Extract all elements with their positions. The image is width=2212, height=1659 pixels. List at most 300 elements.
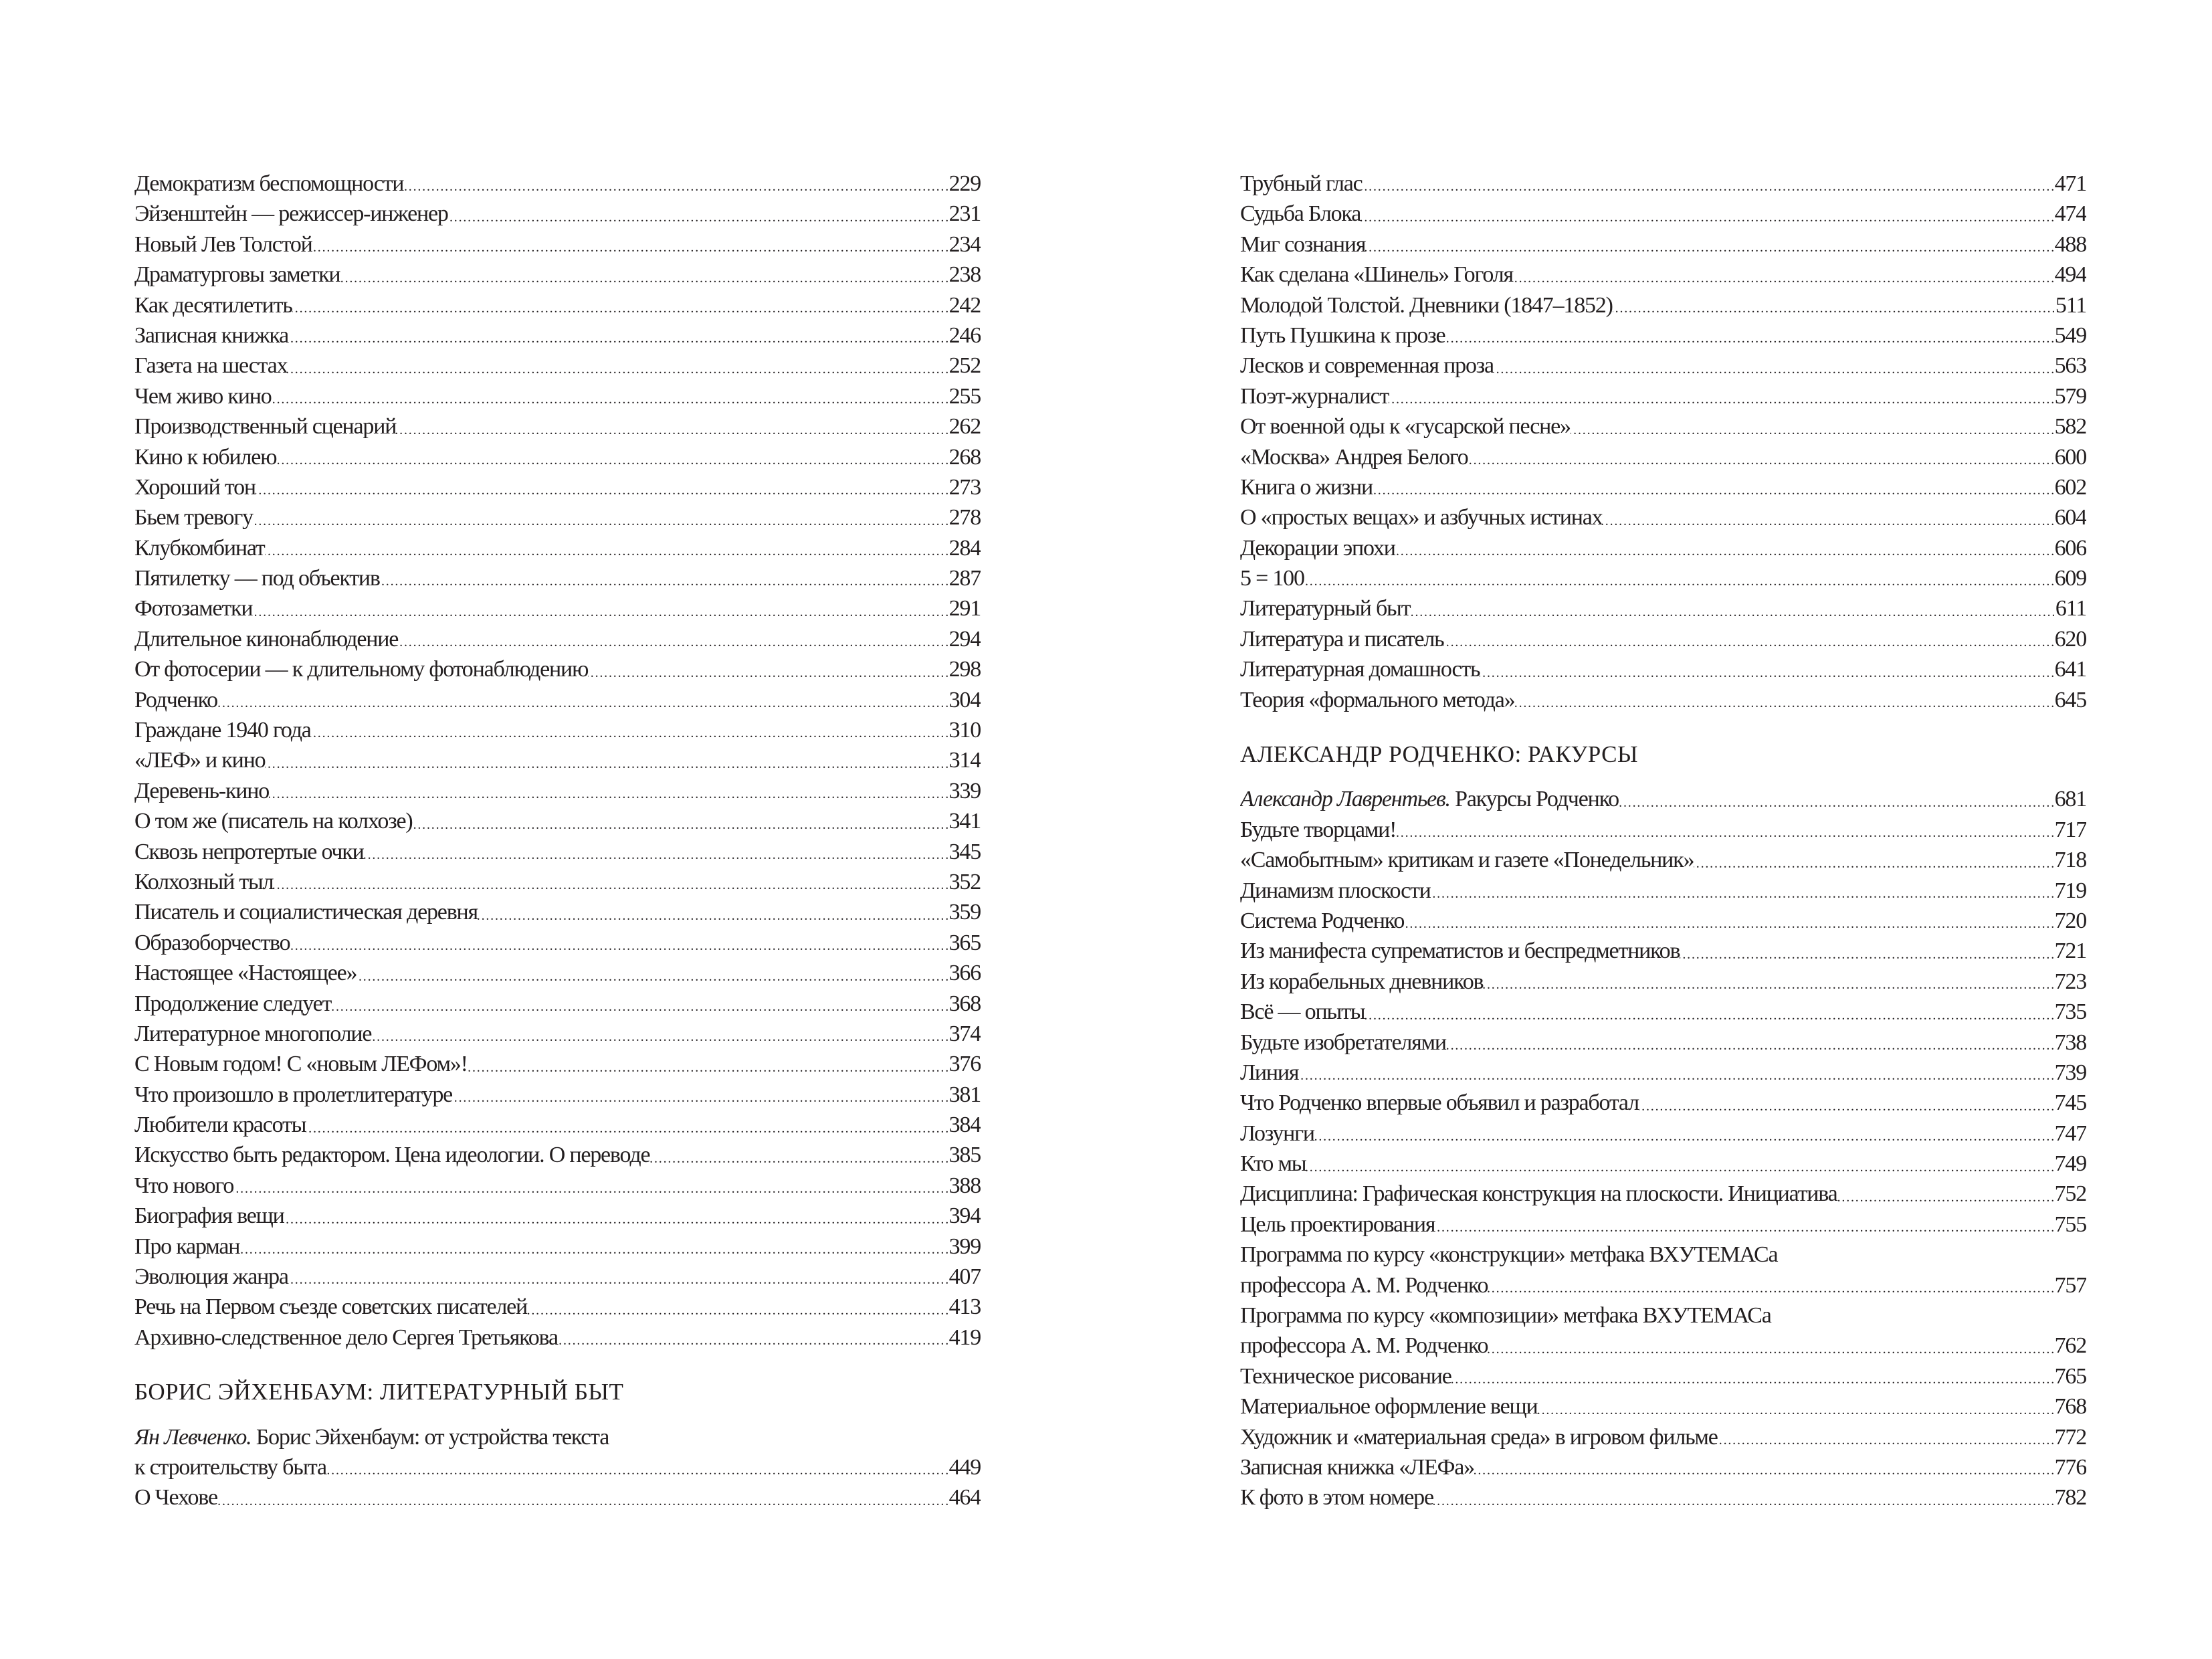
toc-entry[interactable]	[1240, 967, 2086, 997]
toc-entry[interactable]	[134, 867, 981, 897]
dot-leader	[1389, 381, 2053, 411]
toc-entry[interactable]	[1240, 533, 2086, 563]
toc-entry[interactable]	[1240, 563, 2086, 593]
toc-entry-page: 474	[2054, 201, 2086, 227]
dot-leader	[398, 624, 947, 654]
toc-entry-title: 5 = 100	[1240, 566, 1304, 591]
toc-entry[interactable]	[134, 563, 981, 593]
dot-leader	[1480, 654, 2053, 684]
toc-entry[interactable]	[134, 1323, 981, 1353]
toc-entry[interactable]	[1240, 169, 2086, 199]
dot-leader	[265, 745, 947, 775]
toc-entry-page: 314	[948, 748, 981, 773]
toc-entry-title: Литературный быт	[1240, 596, 1411, 621]
toc-entry-page: 609	[2054, 566, 2086, 591]
dot-leader	[1373, 472, 2053, 502]
dot-leader	[233, 1171, 947, 1201]
toc-entry-title: Клубкомбинат	[134, 535, 265, 561]
toc-entry-title: Дисциплина: Графическая конструкция на плоскости. Инициатива	[1240, 1181, 1837, 1207]
dot-leader	[252, 593, 947, 623]
toc-entry-title: Художник и «материальная среда» в игровом фильме	[1240, 1424, 1718, 1450]
dot-leader	[478, 897, 948, 927]
section-heading-eikhenbaum: БОРИС ЭЙХЕНБАУМ: ЛИТЕРАТУРНЫЙ БЫТ	[134, 1379, 624, 1405]
toc-entry-page: 287	[948, 566, 981, 591]
toc-entry-title: Литературное многополие	[134, 1021, 372, 1046]
toc-entry-page: 755	[2054, 1211, 2086, 1237]
toc-entry[interactable]	[1240, 260, 2086, 290]
toc-entry[interactable]	[134, 472, 981, 502]
dot-leader	[1483, 967, 2053, 997]
toc-entry[interactable]	[134, 928, 981, 958]
dot-leader	[403, 169, 947, 199]
dot-leader	[380, 563, 948, 593]
toc-entry-page: 563	[2054, 353, 2086, 379]
toc-entry-page: 600	[2054, 444, 2086, 470]
dot-leader	[1363, 169, 2053, 199]
dot-leader	[1314, 1118, 2053, 1149]
toc-entry-page: 394	[948, 1203, 981, 1229]
toc-entry[interactable]	[134, 1262, 981, 1292]
dot-leader	[1639, 1088, 2053, 1118]
toc-entry[interactable]	[1240, 906, 2086, 936]
toc-entry-page: 291	[948, 596, 981, 621]
dot-leader	[1718, 1422, 2053, 1452]
toc-entry[interactable]	[134, 533, 981, 563]
toc-entry-page: 749	[2054, 1151, 2086, 1177]
toc-entry-title: К фото в этом номере	[1240, 1485, 1433, 1510]
toc-entry-page: 273	[948, 474, 981, 500]
toc-entry-page: 385	[948, 1143, 981, 1168]
toc-entry-title: Будьте изобретателями	[1240, 1030, 1446, 1055]
toc-entry-title: Программа по курсу «конструкции» метфака ВХУТЕМАСа	[1240, 1242, 1778, 1268]
toc-entry-title: Эволюция жанра	[134, 1264, 288, 1290]
dot-leader	[326, 1452, 948, 1482]
toc-entry[interactable]	[134, 806, 981, 836]
dot-leader	[588, 654, 947, 684]
toc-entry[interactable]	[134, 1292, 981, 1322]
toc-entry-title: Цель проектирования	[1240, 1211, 1435, 1237]
toc-entry-title: О «простых вещах» и азбучных истинах	[1240, 505, 1603, 530]
toc-entry-page: 738	[2054, 1030, 2086, 1055]
toc-entry-title: «Самобытным» критикам и газете «Понедельник»	[1240, 848, 1694, 873]
toc-entry-title: Архивно-следственное дело Сергея Третьякова	[134, 1325, 558, 1350]
dot-leader	[306, 1110, 947, 1140]
intro-title-line1: Борис Эйхенбаум: от устройства текста	[251, 1424, 609, 1450]
right-toc-column	[1240, 169, 2086, 1513]
toc-entry[interactable]	[1240, 1149, 2086, 1179]
rodchenko-toc-list	[1240, 815, 2086, 1240]
section-heading-rodchenko: АЛЕКСАНДР РОДЧЕНКО: РАКУРСЫ	[1240, 741, 1638, 768]
toc-entry-title: Литературная домашность	[1240, 657, 1480, 682]
toc-entry-title: Что нового	[134, 1173, 234, 1198]
toc-entry[interactable]	[134, 442, 981, 472]
toc-entry-page: 298	[948, 657, 981, 682]
toc-entry[interactable]	[1240, 442, 2086, 472]
toc-entry-page: 407	[948, 1264, 981, 1290]
toc-entry-title: Продолжение следует	[134, 991, 332, 1016]
toc-entry-title: Трубный глас	[1240, 171, 1363, 196]
toc-entry-page: 368	[948, 991, 981, 1016]
toc-entry[interactable]	[1240, 290, 2086, 320]
toc-entry[interactable]	[1240, 654, 2086, 684]
toc-entry[interactable]	[1240, 1331, 2086, 1361]
toc-entry-title: Путь Пушкина к прозе	[1240, 322, 1445, 348]
rodchenko-toc-list-tail	[1240, 1361, 2086, 1513]
toc-entry[interactable]	[134, 229, 981, 260]
toc-entry-title: Газета на шестах	[134, 353, 288, 379]
toc-entry-title: Родченко	[134, 687, 217, 712]
toc-entry[interactable]	[134, 1201, 981, 1231]
toc-entry[interactable]	[1240, 1088, 2086, 1118]
toc-entry-line1[interactable]	[1240, 1300, 2086, 1331]
toc-entry-title: Записная книжка «ЛЕФа»	[1240, 1455, 1474, 1480]
dot-leader	[448, 199, 948, 229]
toc-entry-page: 345	[948, 839, 981, 864]
toc-entry[interactable]	[134, 897, 981, 927]
dot-leader	[311, 715, 948, 745]
toc-entry[interactable]	[1240, 1058, 2086, 1088]
toc-entry-page: 717	[2054, 817, 2086, 842]
toc-entry[interactable]	[1240, 502, 2086, 532]
toc-entry-title: Фотозаметки	[134, 596, 253, 621]
dot-leader	[1488, 1270, 2053, 1300]
dot-leader	[468, 1049, 948, 1079]
toc-entry-page: 268	[948, 444, 981, 470]
toc-entry-title: Лесков и современная проза	[1240, 353, 1494, 379]
toc-entry-page: 721	[2054, 939, 2086, 964]
toc-entry[interactable]	[1240, 593, 2086, 623]
toc-entry-title: Миг сознания	[1240, 231, 1366, 257]
toc-entry[interactable]	[134, 260, 981, 290]
toc-entry-title: Литература и писатель	[1240, 626, 1444, 652]
toc-entry-title: Всё — опыты	[1240, 999, 1365, 1025]
toc-entry[interactable]	[134, 715, 981, 745]
toc-entry-page: 246	[948, 322, 981, 348]
toc-entry-title: Записная книжка	[134, 322, 289, 348]
toc-entry-title: Материальное оформление вещи	[1240, 1394, 1538, 1420]
toc-entry-page: 768	[2054, 1394, 2086, 1420]
dot-leader	[1404, 906, 2053, 936]
toc-entry-page: 384	[948, 1112, 981, 1138]
toc-entry[interactable]	[134, 837, 981, 867]
toc-entry-page: 365	[948, 930, 981, 955]
toc-entry-page: 718	[2054, 848, 2086, 873]
dot-leader	[1435, 1209, 2053, 1240]
toc-entry[interactable]	[134, 411, 981, 442]
toc-entry-page: 641	[2054, 657, 2086, 682]
toc-entry-title: Из манифеста супрематистов и беспредметников	[1240, 939, 1680, 964]
toc-entry[interactable]	[134, 1171, 981, 1201]
toc-entry-page: 620	[2054, 626, 2086, 652]
toc-entry-page: 366	[948, 961, 981, 986]
toc-entry-title: Программа по курсу «композиции» метфака ВХУТЕМАСа	[1240, 1303, 1771, 1329]
dot-leader	[558, 1323, 948, 1353]
dot-leader	[1488, 1331, 2053, 1361]
toc-entry[interactable]	[1240, 1361, 2086, 1391]
toc-entry[interactable]	[1240, 1209, 2086, 1240]
dot-leader	[331, 989, 947, 1019]
dot-leader	[1619, 784, 2053, 814]
toc-entry[interactable]	[1240, 1179, 2086, 1209]
toc-entry[interactable]	[134, 502, 981, 532]
toc-entry-page: 606	[2054, 535, 2086, 561]
toc-entry-title: Что произошло в пролетлитературе	[134, 1082, 453, 1107]
toc-entry-page: 449	[948, 1455, 981, 1480]
toc-entry[interactable]	[1240, 1422, 2086, 1452]
toc-entry-title: Эйзенштейн — режиссер-инженер	[134, 201, 448, 227]
toc-entry-title: Биография вещи	[134, 1203, 284, 1229]
toc-entry-page: 252	[948, 353, 981, 379]
dot-leader	[217, 685, 948, 715]
toc-entry[interactable]	[1240, 381, 2086, 411]
toc-entry-title: Чем живо кино	[134, 383, 272, 409]
dot-leader	[1304, 563, 2053, 593]
toc-entry-title: «ЛЕФ» и кино	[134, 748, 266, 773]
toc-entry-page: 747	[2054, 1120, 2086, 1146]
eikhenbaum-toc-list	[134, 1482, 981, 1512]
toc-entry[interactable]	[134, 745, 981, 775]
toc-entry-page: 602	[2054, 474, 2086, 500]
dot-leader	[1571, 411, 2053, 442]
toc-entry-page: 376	[948, 1052, 981, 1077]
dot-leader	[1680, 936, 2053, 966]
dot-leader	[364, 837, 948, 867]
toc-entry[interactable]	[1240, 320, 2086, 351]
toc-entry[interactable]	[134, 776, 981, 806]
toc-entry-page: 399	[948, 1234, 981, 1259]
toc-entry-page: 304	[948, 687, 981, 712]
toc-entry[interactable]	[1240, 199, 2086, 229]
dot-leader	[269, 776, 948, 806]
toc-entry-title: Как десятилетить	[134, 292, 292, 318]
toc-entry-title: Искусство быть редактором. Цена идеологии. О переводе	[134, 1143, 650, 1168]
dot-leader	[1431, 876, 2053, 906]
toc-entry-title: Динамизм плоскости	[1240, 878, 1431, 903]
toc-entry[interactable]	[134, 654, 981, 684]
toc-entry-title: Молодой Толстой. Дневники (1847–1852)	[1240, 292, 1613, 318]
toc-entry-title: О том же (писатель на колхозе)	[134, 809, 413, 834]
dot-leader	[1468, 442, 2053, 472]
dot-leader	[1513, 260, 2053, 290]
toc-entry-page: 419	[948, 1325, 981, 1350]
dot-leader	[265, 533, 948, 563]
dot-leader	[1602, 502, 2053, 532]
toc-entry-page: 278	[948, 505, 981, 530]
dot-leader	[217, 1482, 948, 1512]
left-toc-column	[134, 169, 981, 1513]
toc-entry[interactable]	[1240, 351, 2086, 381]
toc-entry[interactable]	[134, 320, 981, 351]
toc-entry[interactable]	[134, 1141, 981, 1171]
toc-entry-page: 238	[948, 262, 981, 288]
toc-entry-page: 604	[2054, 505, 2086, 530]
toc-entry[interactable]	[1240, 1391, 2086, 1422]
dot-leader	[253, 502, 948, 532]
toc-entry-title: Новый Лев Толстой	[134, 231, 312, 257]
dot-leader	[1395, 533, 2053, 563]
toc-entry-title: «Москва» Андрея Белого	[1240, 444, 1468, 470]
toc-entry[interactable]	[1240, 472, 2086, 502]
dot-leader	[1451, 1361, 2053, 1391]
dot-leader	[288, 1262, 948, 1292]
toc-entry-page: 413	[948, 1294, 981, 1320]
dot-leader	[276, 442, 947, 472]
toc-entry-page: 341	[948, 809, 981, 834]
toc-entry-title: Деревень-кино	[134, 778, 270, 803]
toc-entry-title: Производственный сценарий	[134, 414, 397, 440]
dot-leader	[1514, 685, 2053, 715]
toc-entry-page: 735	[2054, 999, 2086, 1025]
toc-entry-page: 549	[2054, 322, 2086, 348]
toc-entry-title: От военной оды к «гусарской песне»	[1240, 414, 1571, 440]
toc-entry-title: Сквозь непротертые очки	[134, 839, 364, 864]
toc-entry[interactable]	[1240, 876, 2086, 906]
dot-leader	[1474, 1452, 2053, 1482]
toc-entry-title: Хороший тон	[134, 474, 256, 500]
toc-entry-title: Граждане 1940 года	[134, 718, 311, 743]
toc-entry-title: Техническое рисование	[1240, 1363, 1451, 1389]
toc-entry-title: Поэт-журналист	[1240, 383, 1389, 409]
toc-entry-title: Теория «формального метода»	[1240, 687, 1515, 712]
toc-entry[interactable]	[134, 1049, 981, 1079]
toc-entry-title: Ракурсы Родченко	[1449, 787, 1619, 812]
toc-entry-page: 359	[948, 900, 981, 925]
toc-entry[interactable]	[134, 351, 981, 381]
toc-entry-page: 284	[948, 535, 981, 561]
toc-entry-page: 765	[2054, 1363, 2086, 1389]
toc-entry[interactable]	[1240, 1482, 2086, 1512]
toc-entry-page: 234	[948, 231, 981, 257]
toc-entry-title: Про карман	[134, 1234, 240, 1259]
toc-entry[interactable]	[1240, 1270, 2086, 1300]
toc-entry[interactable]	[134, 1110, 981, 1140]
toc-entry-page: 582	[2054, 414, 2086, 440]
toc-entry-title: Колхозный тыл	[134, 869, 274, 894]
toc-entry[interactable]	[1240, 784, 2086, 814]
toc-entry-page: 776	[2054, 1455, 2086, 1480]
toc-entry[interactable]	[1240, 997, 2086, 1027]
toc-entry-page: 782	[2054, 1485, 2086, 1510]
toc-entry[interactable]	[1240, 1118, 2086, 1149]
dot-leader	[1396, 815, 2053, 845]
toc-entry-title: Речь на Первом съезде советских писателей	[134, 1294, 528, 1320]
toc-entry-page: 494	[2054, 262, 2086, 288]
dot-leader	[1445, 320, 2053, 351]
toc-entry-page: 611	[2055, 596, 2086, 621]
right-toc-list	[1240, 169, 2086, 715]
toc-entry[interactable]	[134, 381, 981, 411]
dot-leader	[357, 958, 947, 988]
dot-leader	[452, 1080, 948, 1110]
dot-leader	[284, 1201, 948, 1231]
toc-entry-title: Кино к юбилею	[134, 444, 277, 470]
toc-entry[interactable]	[134, 199, 981, 229]
toc-entry-page: 739	[2054, 1060, 2086, 1085]
toc-entry[interactable]	[134, 685, 981, 715]
toc-entry-title: Настоящее «Настоящее»	[134, 961, 357, 986]
toc-entry[interactable]	[1240, 624, 2086, 654]
toc-entry-page: 464	[948, 1485, 981, 1510]
toc-entry-page: 352	[948, 869, 981, 894]
toc-entry[interactable]	[134, 1080, 981, 1110]
dot-leader	[1694, 845, 2053, 875]
dot-leader	[287, 351, 947, 381]
toc-entry[interactable]	[134, 958, 981, 988]
dot-leader	[272, 381, 948, 411]
toc-entry-title: Любители красоты	[134, 1112, 306, 1138]
toc-entry[interactable]	[1240, 229, 2086, 260]
toc-entry-title: Образоборчество	[134, 930, 290, 955]
toc-intro-line[interactable]	[134, 1422, 981, 1452]
toc-entry-title: к строительству быта	[134, 1455, 326, 1480]
toc-entry-page: 745	[2054, 1090, 2086, 1116]
dot-leader	[288, 320, 948, 351]
toc-entry-title: От фотосерии — к длительному фотонаблюдению	[134, 657, 589, 682]
toc-entry[interactable]	[1240, 815, 2086, 845]
toc-entry[interactable]	[1240, 411, 2086, 442]
toc-entry[interactable]	[134, 290, 981, 320]
toc-entry-title: О Чехове	[134, 1485, 217, 1510]
intro-author: Александр Лаврентьев.	[1240, 787, 1450, 812]
toc-entry-page: 471	[2054, 171, 2086, 196]
toc-entry[interactable]	[134, 1482, 981, 1512]
toc-entry-page: 294	[948, 626, 981, 652]
dot-leader	[1613, 290, 2054, 320]
dot-leader	[396, 411, 947, 442]
toc-entry[interactable]	[134, 1019, 981, 1049]
dot-leader	[1365, 997, 2053, 1027]
dot-leader	[1365, 229, 2053, 260]
dot-leader	[292, 290, 948, 320]
dot-leader	[1306, 1149, 2053, 1179]
toc-entry-title: Драматурговы заметки	[134, 262, 340, 288]
toc-entry-page: 374	[948, 1021, 981, 1046]
dot-leader	[273, 867, 947, 897]
dot-leader	[371, 1019, 947, 1049]
toc-entry[interactable]	[134, 169, 981, 199]
dot-leader	[412, 806, 947, 836]
toc-entry[interactable]	[1240, 1452, 2086, 1482]
toc-entry[interactable]	[1240, 1028, 2086, 1058]
toc-entry-line1[interactable]	[1240, 1240, 2086, 1270]
toc-entry[interactable]	[1240, 845, 2086, 875]
toc-entry-page: 752	[2054, 1181, 2086, 1207]
toc-entry-title: Судьба Блока	[1240, 201, 1361, 227]
toc-entry[interactable]	[134, 1452, 981, 1482]
toc-entry-page: 723	[2054, 969, 2086, 994]
dot-leader	[649, 1141, 947, 1171]
toc-entry-title: Линия	[1240, 1060, 1299, 1085]
toc-entry-title: Демократизм беспомощности	[134, 171, 404, 196]
toc-entry-page: 579	[2054, 383, 2086, 409]
toc-entry-title: Что Родченко впервые объявил и разработал	[1240, 1090, 1639, 1116]
toc-entry-title: Книга о жизни	[1240, 474, 1373, 500]
intro-author: Ян Левченко.	[134, 1424, 252, 1450]
toc-entry-title: Будьте творцами!	[1240, 817, 1397, 842]
toc-entry[interactable]	[134, 624, 981, 654]
toc-entry[interactable]	[134, 989, 981, 1019]
toc-entry[interactable]	[134, 593, 981, 623]
dot-leader	[340, 260, 947, 290]
toc-entry[interactable]	[1240, 685, 2086, 715]
toc-entry-title: Бьем тревогу	[134, 505, 253, 530]
toc-entry-page: 488	[2054, 231, 2086, 257]
toc-entry-title: профессора А. М. Родченко	[1240, 1272, 1488, 1298]
toc-entry[interactable]	[134, 1232, 981, 1262]
toc-entry[interactable]	[1240, 936, 2086, 966]
dot-leader	[1410, 593, 2053, 623]
toc-entry-title: С Новым годом! С «новым ЛЕФом»!	[134, 1052, 468, 1077]
